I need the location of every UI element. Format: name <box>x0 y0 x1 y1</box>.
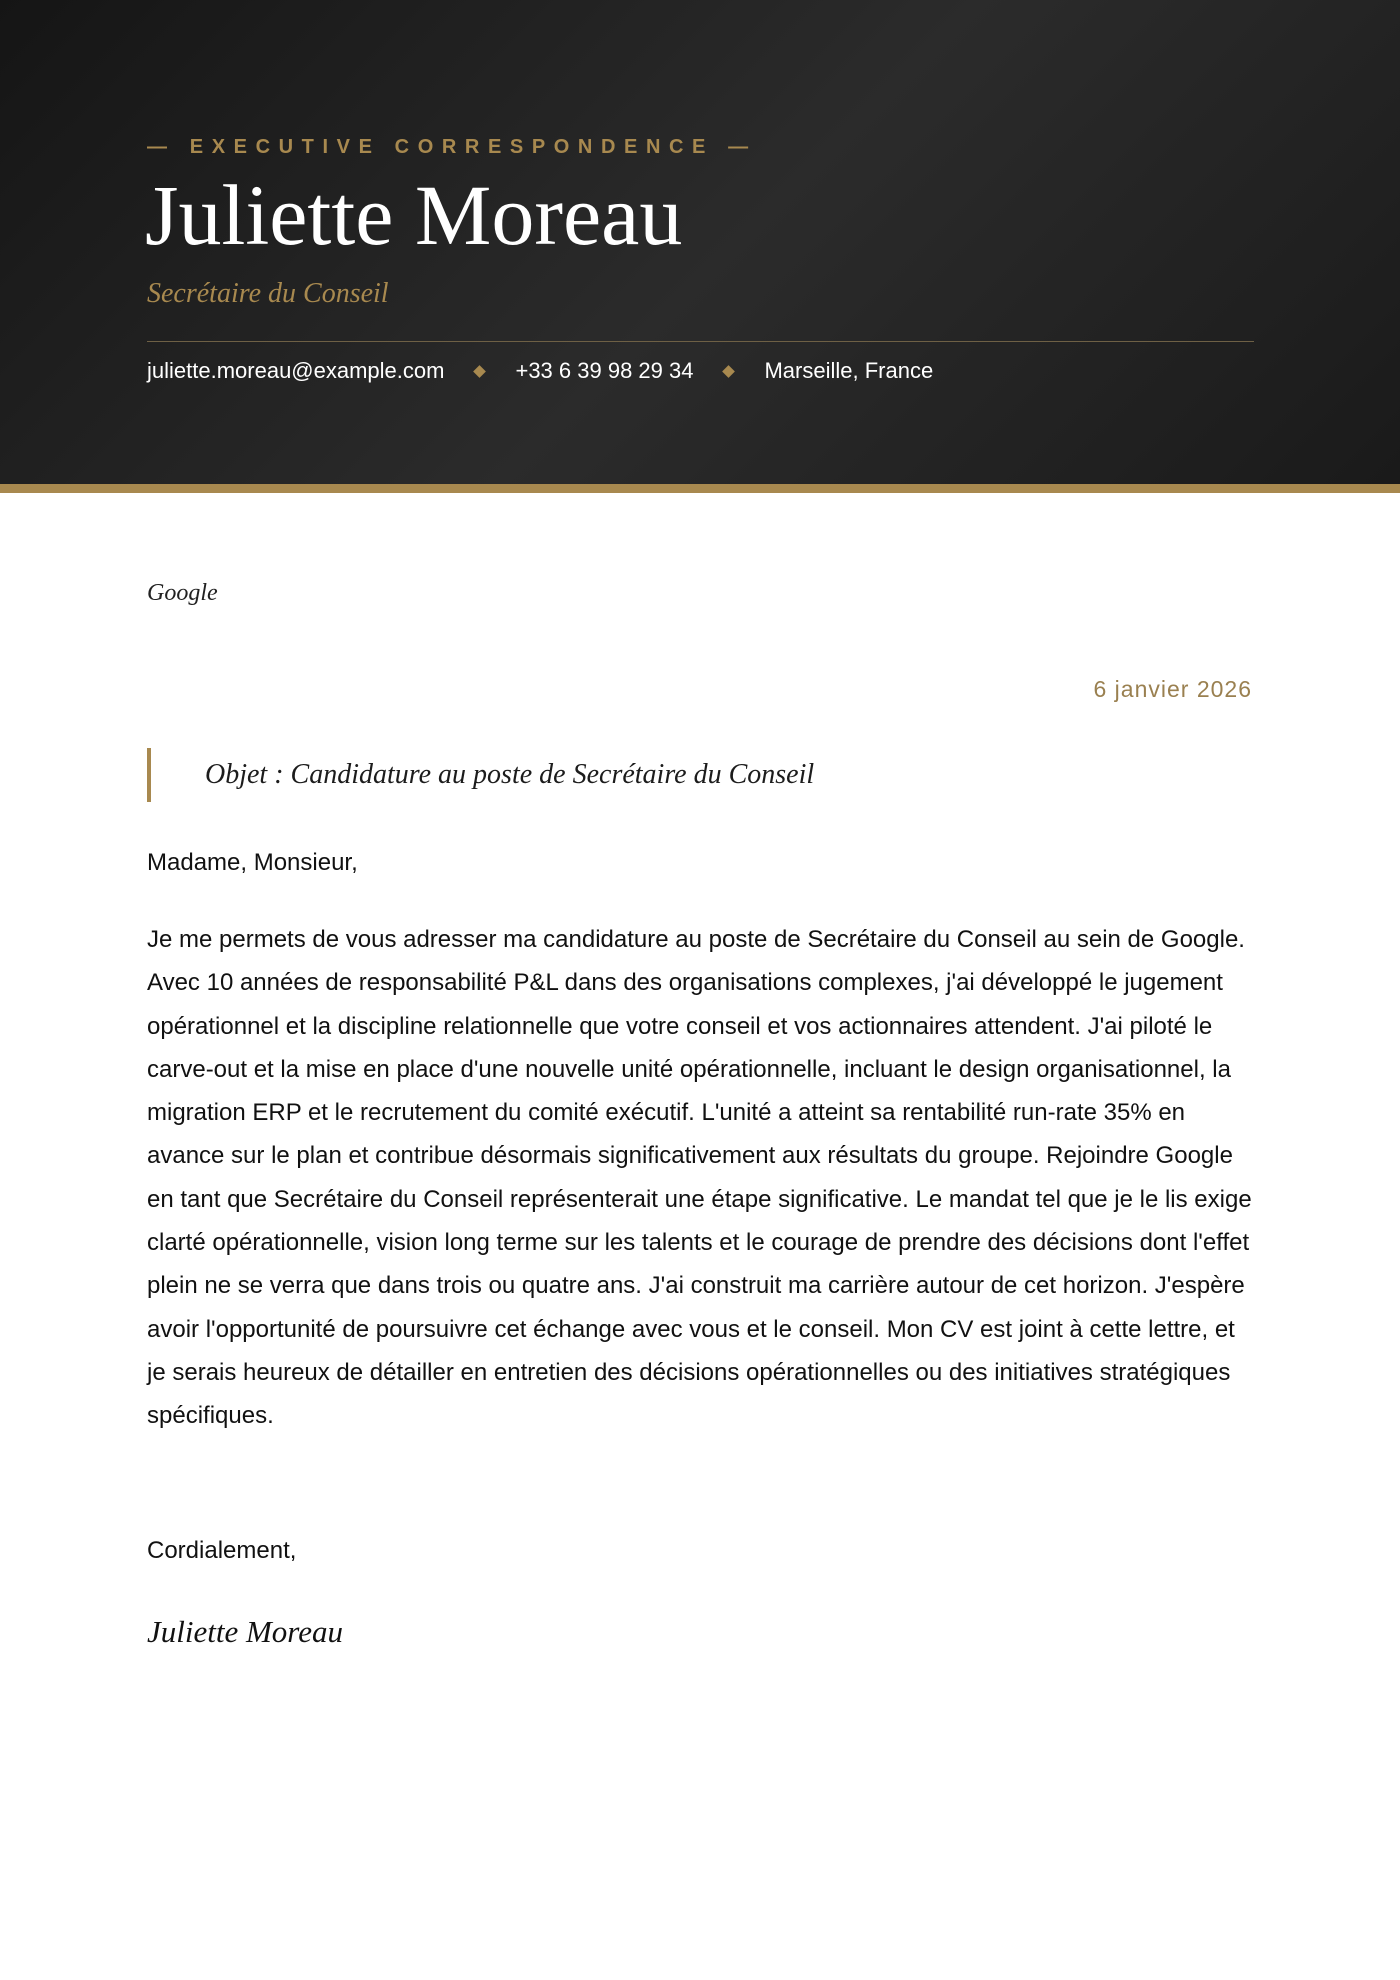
header-divider <box>147 341 1254 342</box>
closing: Cordialement, <box>147 1537 297 1564</box>
diamond-icon <box>474 365 487 378</box>
letter-body: Je me permets de vous adresser ma candidature au poste de Secrétaire du Conseil au sein de Google. Avec 10 années de responsabilité P&L dans des organisations complexes, j'ai développé le jugement opérationnel et la discipline relationnelle que votre conseil et vos actionnaires attendent. J'ai piloté le carve-out et la mise en place d'une nouvelle unité opérationnelle, incluant le design organisationnel, la migration ERP et le recrutement du comité exécutif. L'unité a atteint sa rentabilité run-rate 35% en avance sur le plan et contribue désormais significativement aux résultats du groupe. Rejoindre Google en tant que Secrétaire du Conseil représenterait une étape significative. Le mandat tel que je le lis exige clarté opérationnelle, vision long terme sur les talents et le courage de prendre des décisions dont l'effet plein ne se verra que dans trois ou quatre ans. J'ai construit ma carrière autour de cet horizon. J'espère avoir l'opportunité de poursuivre cet échange avec vous et le conseil. Mon CV est joint à cette lettre, et je serais heureux de détailler en entretien des décisions opérationnelles ou des initiatives stratégiques spécifiques. <box>147 926 1252 1430</box>
letterhead-header <box>0 0 1400 493</box>
contact-phone[interactable]: +33 6 39 98 29 34 <box>515 358 694 383</box>
sender-name: Juliette Moreau <box>145 167 683 263</box>
contact-line <box>147 358 933 384</box>
sender-role: Secrétaire du Conseil <box>147 278 389 309</box>
letter-date: 6 janvier 2026 <box>1093 676 1252 702</box>
contact-email[interactable]: juliette.moreau@example.com <box>147 358 445 383</box>
signature: Juliette Moreau <box>147 1614 343 1649</box>
salutation: Madame, Monsieur, <box>147 849 358 876</box>
letter-subject: Objet : Candidature au poste de Secrétaire du Conseil <box>147 748 814 802</box>
diamond-icon <box>723 365 736 378</box>
eyebrow-label: — EXECUTIVE CORRESPONDENCE — <box>147 136 757 158</box>
recipient: Google <box>147 580 218 606</box>
contact-location: Marseille, France <box>764 358 934 383</box>
